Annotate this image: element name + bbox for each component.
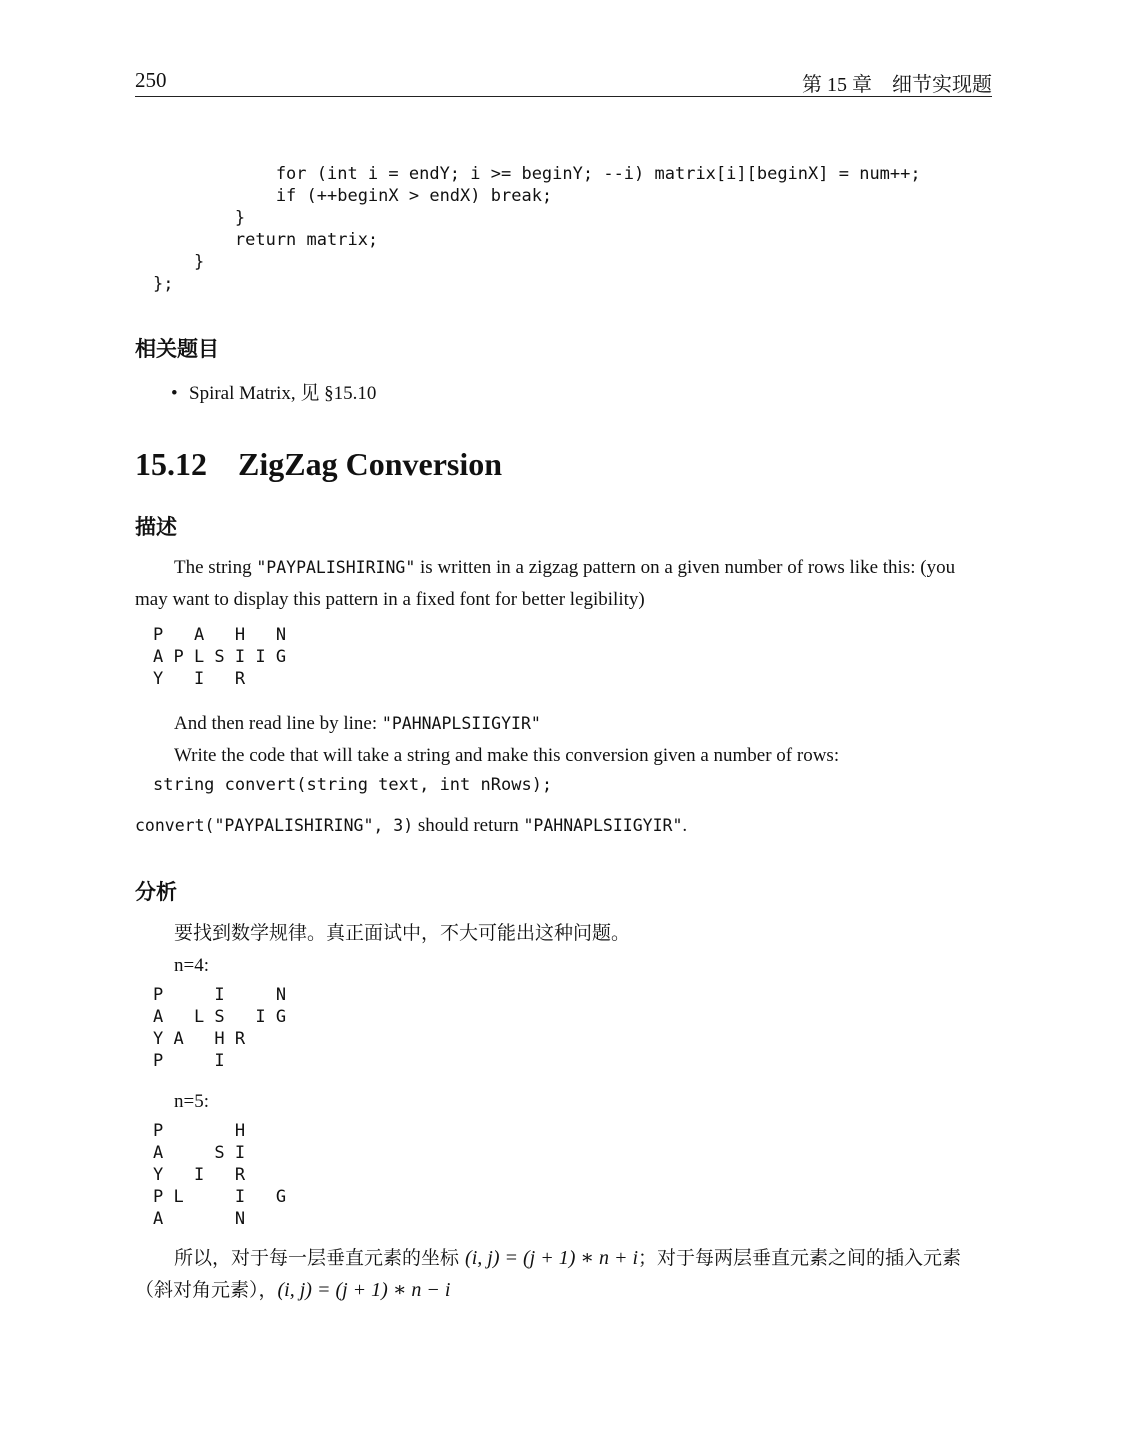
desc-text-1: The string [174,557,257,578]
conclusion-text-1: 所以，对于每一层垂直元素的坐标 [174,1247,466,1269]
conclusion-paragraph [135,1242,995,1306]
section-title-text: ZigZag Conversion [238,446,503,482]
zigzag-3-rows: P A H N A P L S I I G Y I R [153,625,287,689]
read-prefix: And then read line by line: [174,713,382,734]
function-signature: string convert(string text, int nRows); [153,775,553,795]
example-end: . [682,815,688,836]
running-head [802,68,992,97]
example-call: convert("PAYPALISHIRING", 3) [135,816,414,835]
conclusion-text-2: ；对于每两层垂直元素之间的插入元素（斜对角元素）， [135,1247,962,1301]
description-heading: 描述 [135,515,177,539]
n4-label: n=4: [174,955,209,976]
example-line [135,810,687,842]
description-paragraph [135,552,992,616]
header-rule [135,96,992,97]
read-line [174,708,541,740]
code-block-spiral: for (int i = endY; i >= beginY; --i) matrix[i][beginX] = num++; if (++beginX > endX) break; } return matrix; } }; [153,164,921,294]
analysis-heading: 分析 [135,880,177,904]
related-list-item [171,378,376,405]
example-result: "PAHNAPLSIIGYIR" [523,816,683,835]
analysis-line: 要找到数学规律。真正面试中，不大可能出这种问题。 [174,922,631,944]
section-title [135,446,502,483]
related-item-text: Spiral Matrix, 见 §15.10 [189,383,377,404]
chapter-title: 细节实现题 [892,74,992,96]
bullet-icon: • [171,383,178,404]
zigzag-5-rows: P H A S I Y I R P L I G A N [153,1121,287,1229]
formula-diagonal: (i, j) = (j + 1) ∗ n − i [277,1279,451,1301]
zigzag-4-rows: P I N A L S I G Y A H R P I [153,985,287,1071]
related-heading: 相关题目 [135,337,219,361]
write-line: Write the code that will take a string and make this conversion given a number of rows: [174,745,840,766]
desc-input-string: "PAYPALISHIRING" [256,558,416,577]
n5-label: n=5: [174,1091,209,1112]
read-result-code: "PAHNAPLSIIGYIR" [381,714,541,733]
formula-vertical: (i, j) = (j + 1) ∗ n + i [465,1247,638,1269]
chapter-label: 第 15 章 [802,74,872,96]
desc-text-2: is written in a zigzag pattern on a given number of rows like this: (you may want to display this pattern in a fixed font for better legibility) [135,557,956,610]
example-mid-text: should return [413,815,524,836]
page-number: 250 [135,68,167,92]
section-number: 15.12 [135,446,207,482]
